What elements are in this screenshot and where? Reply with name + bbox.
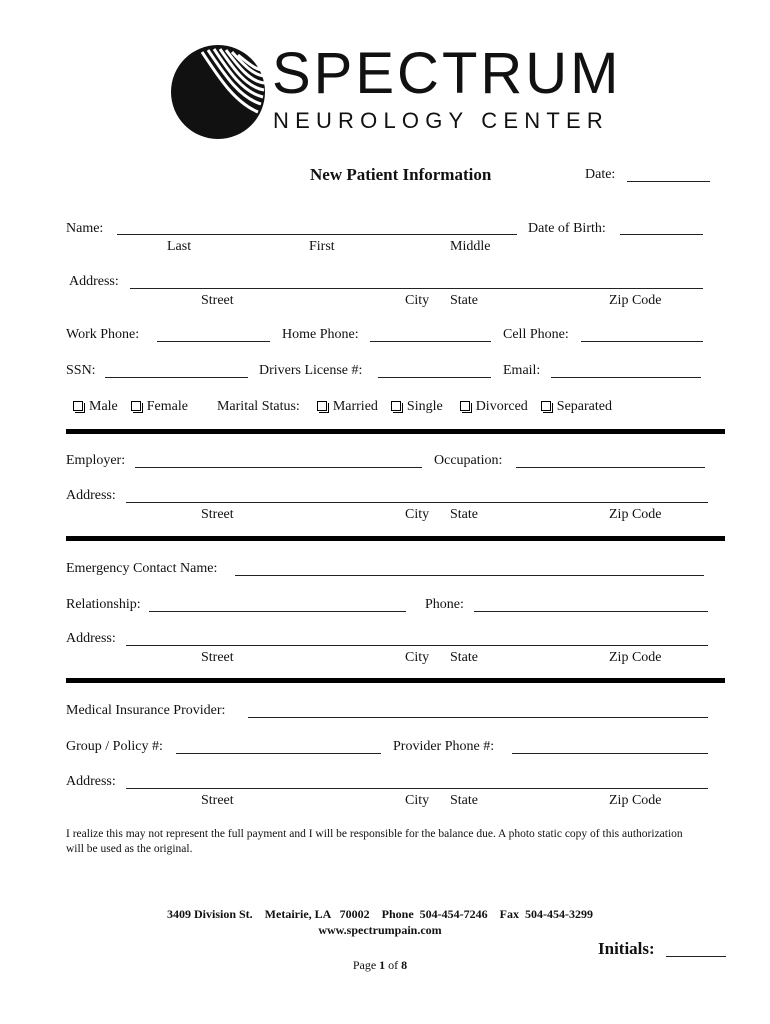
work-phone-field[interactable] [157,341,270,342]
emergency-contact-field[interactable] [235,575,704,576]
emergency-address-sub-city: City [405,650,430,665]
employer-address-sub-state: State [450,507,478,522]
logo [168,41,622,142]
work-phone-label: Work Phone: [66,327,140,342]
address-label: Address: [69,274,119,289]
home-phone-label: Home Phone: [282,327,359,342]
email-label: Email: [503,363,541,378]
page-of: of [388,958,399,972]
provider-phone-label: Provider Phone #: [393,739,495,754]
divorced-label: Divorced [475,399,528,414]
home-phone-field[interactable] [370,341,491,342]
form-title: New Patient Information [310,165,492,184]
page-number [0,958,760,973]
name-field[interactable] [117,234,517,235]
relationship-field[interactable] [149,611,406,612]
married-checkbox[interactable] [317,401,327,411]
page-prefix: Page [352,958,377,972]
insurance-provider-field[interactable] [248,717,708,718]
male-checkbox[interactable] [73,401,83,411]
insurance-address-sub-state: State [450,793,478,808]
footer-address: 3409 Division St. Metairie, LA 70002 Phone 504-454-7246 Fax 504-454-3299 [167,907,593,921]
employer-field[interactable] [135,467,422,468]
single-checkbox[interactable] [391,401,401,411]
emergency-address-label: Address: [66,631,116,646]
female-label: Female [146,399,188,414]
gender-marital-row [73,399,612,415]
employer-address-sub-street: Street [201,507,234,522]
initials-field[interactable] [666,956,726,957]
male-label: Male [89,399,118,414]
section-divider [66,429,725,434]
insurance-address-field[interactable] [126,788,708,789]
initials-label: Initials: [598,939,655,958]
marital-status-label: Marital Status: [216,399,300,414]
relationship-label: Relationship: [66,597,141,612]
insurance-address-sub-street: Street [201,793,234,808]
group-policy-label: Group / Policy #: [66,739,163,754]
emergency-address-field[interactable] [126,645,708,646]
emergency-address-sub-street: Street [201,650,234,665]
dob-field[interactable] [620,234,703,235]
insurance-address-sub-zip: Zip Code [609,793,662,808]
ssn-field[interactable] [105,377,248,378]
page-current: 1 [379,958,386,972]
address-sub-street: Street [201,293,234,308]
logo-subtitle: NEUROLOGY CENTER [273,108,609,133]
insurance-provider-label: Medical Insurance Provider: [66,703,226,718]
insurance-address-sub-city: City [405,793,430,808]
email-field[interactable] [551,377,701,378]
address-field[interactable] [130,288,703,289]
section-divider [66,678,725,683]
cell-phone-label: Cell Phone: [503,327,569,342]
name-sub-last: Last [167,239,192,254]
separated-checkbox[interactable] [541,401,551,411]
ssn-label: SSN: [66,363,96,378]
name-label: Name: [66,221,104,236]
section-divider [66,536,725,541]
name-sub-middle: Middle [450,239,491,254]
insurance-address-label: Address: [66,774,116,789]
divorced-checkbox[interactable] [460,401,470,411]
footer-website: www.spectrumpain.com [318,923,442,937]
name-sub-first: First [309,239,335,254]
spectrum-swirl-icon [168,42,268,142]
cell-phone-field[interactable] [581,341,703,342]
emergency-phone-label: Phone: [425,597,464,612]
employer-address-sub-city: City [405,507,430,522]
female-checkbox[interactable] [131,401,141,411]
occupation-label: Occupation: [434,453,503,468]
page-total: 8 [401,958,408,972]
address-sub-city: City [405,293,430,308]
employer-address-label: Address: [66,488,116,503]
date-field[interactable] [627,181,710,182]
occupation-field[interactable] [516,467,705,468]
dob-label: Date of Birth: [528,221,606,236]
separated-label: Separated [556,399,612,414]
address-sub-state: State [450,293,478,308]
employer-address-field[interactable] [126,502,708,503]
emergency-phone-field[interactable] [474,611,708,612]
group-policy-field[interactable] [176,753,381,754]
logo-name: SPECTRUM [272,41,622,106]
disclaimer-text: I realize this may not represent the full payment and I will be responsible for the balance due. A photo static copy of this authorization will be used as the original. [66,828,683,855]
drivers-license-label: Drivers License #: [259,363,363,378]
single-label: Single [406,399,443,414]
employer-label: Employer: [66,453,126,468]
address-sub-zip: Zip Code [609,293,662,308]
emergency-contact-label: Emergency Contact Name: [66,561,218,576]
drivers-license-field[interactable] [378,377,491,378]
date-label: Date: [585,167,616,182]
married-label: Married [332,399,378,414]
emergency-address-sub-state: State [450,650,478,665]
emergency-address-sub-zip: Zip Code [609,650,662,665]
employer-address-sub-zip: Zip Code [609,507,662,522]
provider-phone-field[interactable] [512,753,708,754]
